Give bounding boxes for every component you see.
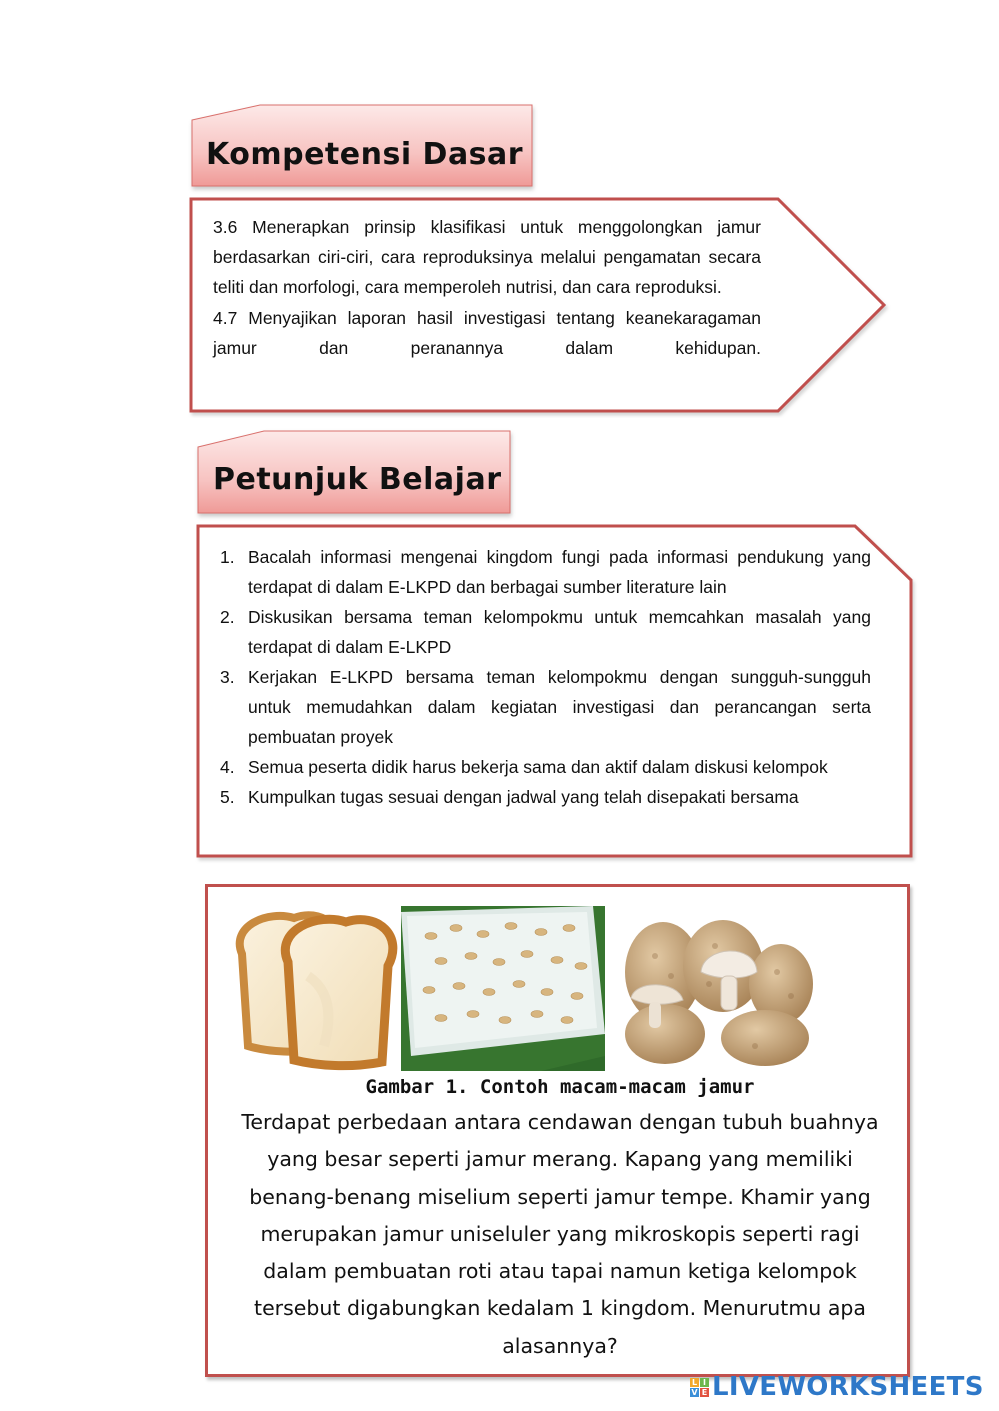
figure-paragraph: Terdapat perbedaan antara cendawan dengan tubuh buahnya yang besar seperti jamur merang. Kapang yang memiliki benang-benang miselium seperti jamur tempe. Khamir yang merupakan jamur uniseluler yang mikroskopis seperti ragi dalam pembuatan roti atau tapai namun ketiga kelompok tersebut digabungkan kedalam 1 kingdom. Menurutmu apa alasannya?: [241, 1110, 879, 1358]
logo-text: LIVEWORKSHEETS: [712, 1372, 984, 1402]
bread-image: [228, 906, 400, 1071]
item-text: Semua peserta didik harus bekerja sama dan aktif dalam diskusi kelompok: [248, 757, 828, 777]
logo-letter: V: [691, 1387, 698, 1397]
item-text: Kerjakan E-LKPD bersama teman kelompokmu dengan sungguh-sungguh untuk memudahkan dalam kegiatan investigasi dan perancangan serta pembuatan proyek: [248, 667, 871, 747]
list-item: [213, 662, 871, 752]
logo-letter: I: [700, 1378, 709, 1387]
list-item: [213, 782, 871, 812]
item-number: 2.: [220, 607, 235, 627]
kompetensi-dasar-title: Kompetensi Dasar: [206, 137, 524, 172]
kd-paragraph-2: 4.7 Menyajikan laporan hasil investigasi tentang keanekaragaman jamur dan peranannya dalam kehidupan.: [213, 307, 761, 358]
item-text: Kumpulkan tugas sesuai dengan jadwal yang telah disepakati bersama: [248, 787, 799, 807]
list-item: [213, 752, 871, 782]
kompetensi-dasar-text: [213, 212, 761, 363]
petunjuk-belajar-title: Petunjuk Belajar: [213, 462, 502, 497]
item-number: 5.: [220, 787, 235, 807]
list-item: [213, 602, 871, 662]
petunjuk-belajar-list: [213, 542, 871, 812]
item-text: Diskusikan bersama teman kelompokmu untuk memcahkan masalah yang terdapat di dalam E-LKPD: [248, 607, 871, 657]
list-item: [213, 542, 871, 602]
logo-letter: E: [701, 1387, 708, 1397]
tempe-image: [401, 906, 605, 1071]
liveworksheets-logo: [690, 1372, 990, 1402]
kd-paragraph-1: 3.6 Menerapkan prinsip klasifikasi untuk menggolongkan jamur berdasarkan ciri-ciri, cara reproduksinya melalui pengamatan secara teliti dan morfologi, cara memperoleh nutrisi, dan cara reproduksi.: [213, 217, 761, 298]
figure-caption: Gambar 1. Contoh macam-macam jamur: [365, 1076, 755, 1098]
item-number: 1.: [220, 547, 235, 567]
logo-icon: [690, 1378, 709, 1397]
item-number: 4.: [220, 757, 235, 777]
logo-letter: L: [691, 1377, 698, 1387]
item-text: Bacalah informasi mengenai kingdom fungi pada informasi pendukung yang terdapat di dalam E-LKPD dan berbagai sumber literature lain: [248, 547, 871, 597]
item-number: 3.: [220, 667, 235, 687]
mushroom-image: [605, 906, 817, 1071]
